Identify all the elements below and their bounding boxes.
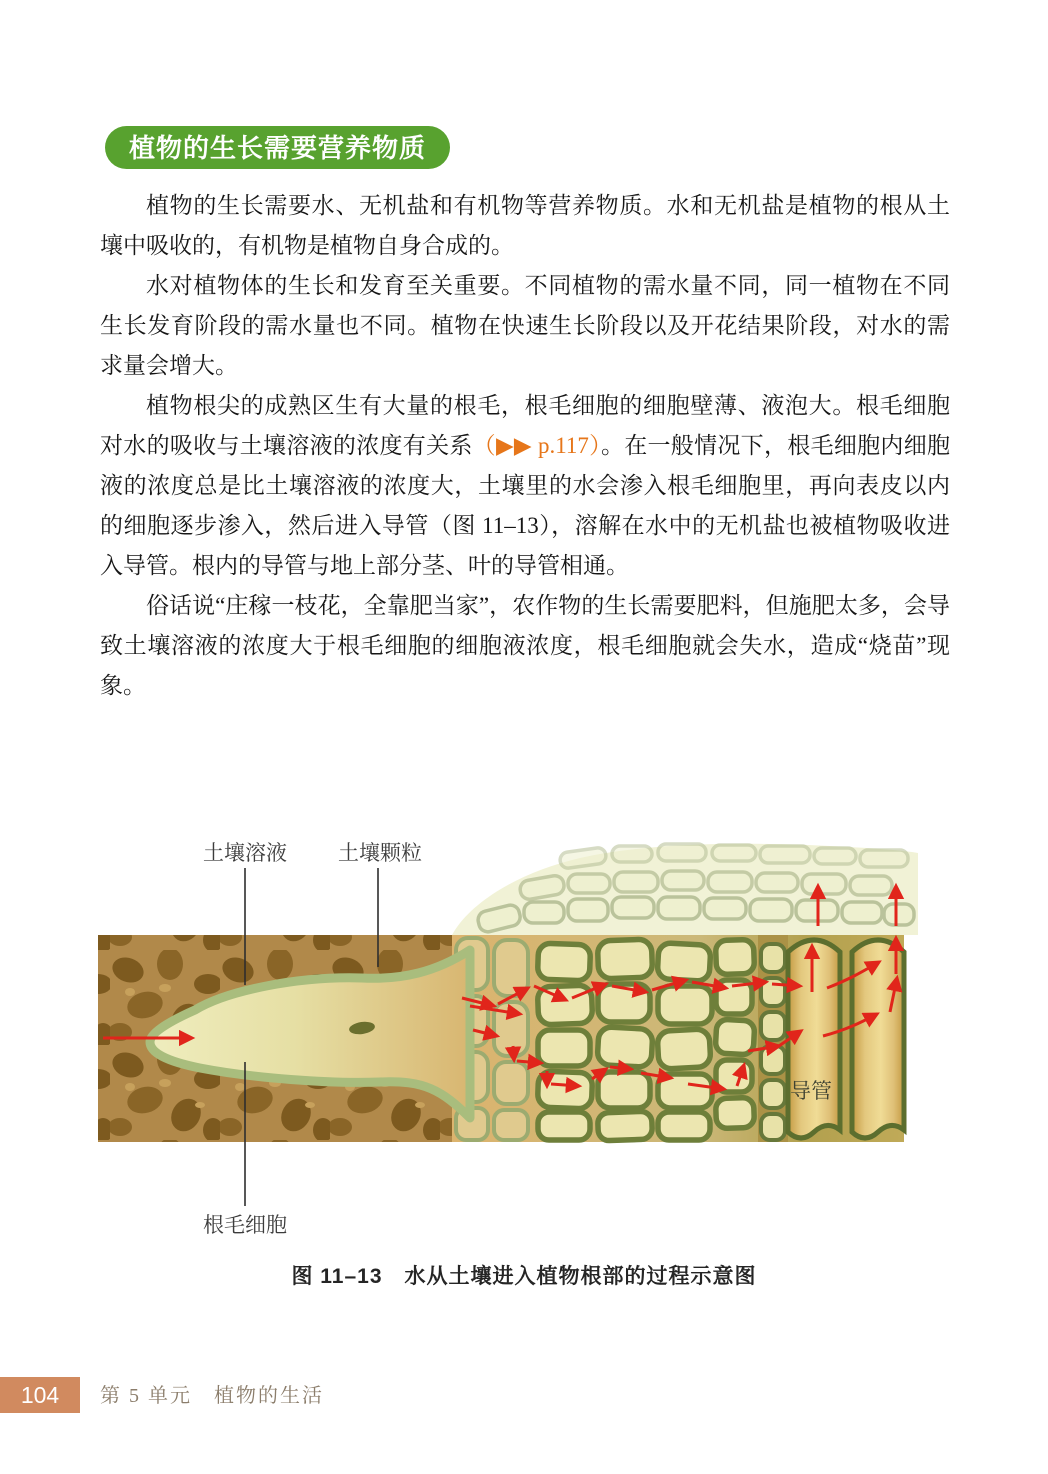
section-header-badge: 植物的生长需要营养物质 xyxy=(105,126,450,169)
unit-title: 第 5 单元 植物的生活 xyxy=(100,1385,324,1407)
paragraph-1: 植物的生长需要水、无机盐和有机物等营养物质。水和无机盐是植物的根从土壤中吸收的，有机物是植物自身合成的。 xyxy=(100,193,950,258)
label-soil-particle: 土壤颗粒 xyxy=(338,842,422,865)
paragraph-2: 水对植物体的生长和发育至关重要。不同植物的需水量不同，同一植物在不同生长发育阶段的需水量也不同。植物在快速生长阶段以及开花结果阶段，对水的需求量会增大。 xyxy=(100,273,950,378)
label-soil-solution: 土壤溶液 xyxy=(203,842,287,865)
paragraph-3-text-after: 。在一般情况下，根毛细胞内细胞液的浓度总是比土壤溶液的浓度大，土壤里的水会渗入根毛细胞里，再向表皮以内的细胞逐步渗入，然后进入导管（图 11–13），溶解在水中的无机盐也被植物吸收进入导管。根内的导管与地上部分茎、叶的导管相通。 xyxy=(100,433,951,578)
label-root-hair-cell: 根毛细胞 xyxy=(203,1214,287,1237)
root-top-pale-cells xyxy=(452,844,918,935)
page-ref-link: （▶▶ p.117） xyxy=(472,433,601,458)
paragraph-3-text-before: 植物根尖的成熟区生有大量的根毛，根毛细胞的细胞壁薄、液泡大。根毛细胞对水的吸收与土壤溶液的浓度有关系 xyxy=(100,393,950,458)
figure-caption: 图 11–13 水从土壤进入植物根部的过程示意图 xyxy=(291,1265,757,1288)
paragraph-4: 俗话说“庄稼一枝花，全靠肥当家”，农作物的生长需要肥料，但施肥太多，会导致土壤溶液的浓度大于根毛细胞的细胞液浓度，根毛细胞就会失水，造成“烧苗”现象。 xyxy=(100,593,950,698)
label-vessel: 导管 xyxy=(790,1080,832,1103)
page-number-badge: 104 xyxy=(0,1377,80,1413)
